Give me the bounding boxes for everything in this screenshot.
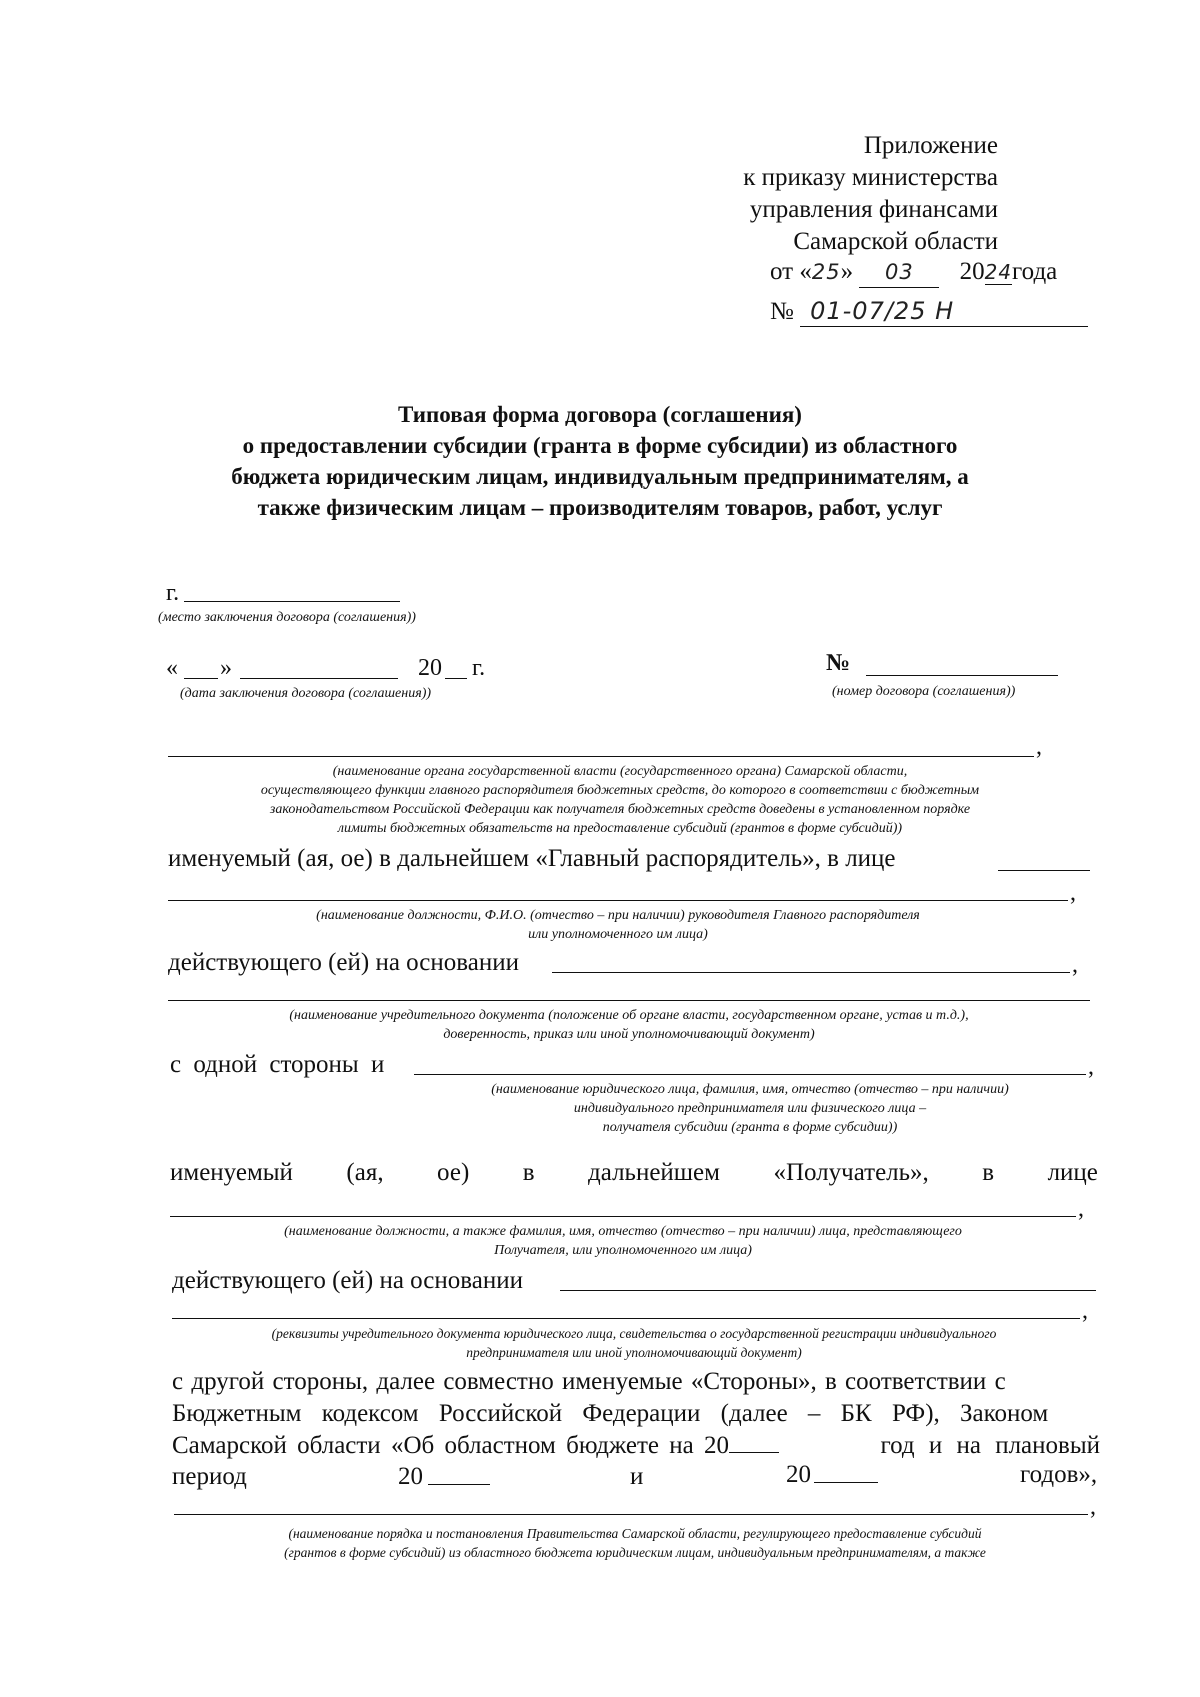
date-note: (дата заключения договора (соглашения)) <box>180 686 432 701</box>
reg-comma: , <box>1082 1298 1088 1324</box>
founding-note <box>168 1006 1090 1044</box>
recipient-note-1: (наименование юридического лица, фамилия, имя, отчество (отчество – при наличии) <box>491 1082 1009 1097</box>
contract-number-sign: № <box>826 650 851 676</box>
named-main: именуемый (ая, ое) в дальнейшем «Главный распорядитель», в лице <box>168 845 896 872</box>
appendix-order-ref: к приказу министерства <box>743 164 998 191</box>
acting-main-comma: , <box>1072 952 1078 978</box>
date-year-prefix: 20 <box>959 258 985 285</box>
main-rep-field-2 <box>168 900 1068 901</box>
founding-note-1: (наименование учредительного документа (положение об органе власти, государственном органе, устав и т.д.), <box>289 1008 969 1023</box>
recipient-comma: , <box>1088 1054 1094 1080</box>
date-open-quote: « <box>166 655 178 681</box>
main-rep-field-1 <box>998 870 1090 871</box>
date-day: 25 <box>811 260 841 284</box>
number-sign: № <box>770 298 794 325</box>
procedure-note-1: (наименование порядка и постановления Правительства Самарской области, регулирующего предоставление субсидий <box>288 1526 982 1541</box>
appendix-ministry: управления финансами <box>749 196 998 223</box>
place-field <box>184 601 400 602</box>
date-close-quote: » <box>220 655 232 681</box>
recipient-field <box>414 1074 1086 1075</box>
appendix-region: Самарской области <box>793 228 998 255</box>
period-and: и <box>630 1463 644 1490</box>
rep-note-2: Получателя, или уполномоченного им лица) <box>494 1243 752 1258</box>
founding-note-2: доверенность, приказ или иной уполномочивающий документ) <box>443 1027 815 1042</box>
procedure-comma: , <box>1090 1494 1096 1520</box>
reg-note <box>172 1324 1096 1362</box>
main-rep-comma: , <box>1070 880 1076 906</box>
recipient-note <box>414 1080 1086 1137</box>
paragraph <box>172 1366 1100 1462</box>
title-line-4: также физическим лицам – производителям товаров, работ, услуг <box>257 495 943 520</box>
appendix-date <box>770 257 1090 291</box>
founding-field <box>168 1000 1090 1001</box>
date-mid: » <box>840 258 854 285</box>
organ-note <box>140 762 1100 838</box>
number-value: 01-07/25 Н <box>800 296 1088 327</box>
procedure-field <box>174 1514 1088 1515</box>
date-prefix: от « <box>770 258 812 285</box>
period-year-1: 20 <box>398 1463 423 1490</box>
procedure-note <box>174 1524 1096 1562</box>
period-year-1-field <box>428 1484 490 1485</box>
one-side: с одной стороны и <box>170 1051 385 1078</box>
date-month: 03 <box>859 257 939 288</box>
appendix-block <box>743 130 998 258</box>
organ-note-4: лимиты бюджетных обязательств на предоставление субсидий (грантов в форме субсидий)) <box>337 821 903 836</box>
para-line-3-b: год и на плановый <box>880 1432 1100 1459</box>
rep-note <box>170 1222 1076 1260</box>
date-year: 24 <box>984 260 1013 284</box>
title-line-3: бюджета юридическим лицам, индивидуальным предпринимателям, а <box>231 464 969 489</box>
date-year-suffix: г. <box>472 655 486 681</box>
para-line-1-text: с другой стороны, далее совместно именуемые «Стороны», в соответствии с <box>172 1368 1006 1395</box>
title-line-2: о предоставлении субсидии (гранта в форме субсидии) из областного <box>242 433 958 458</box>
period-label: период <box>172 1463 247 1490</box>
acting-main: действующего (ей) на основании <box>168 949 519 976</box>
organ-note-2: осуществляющего функции главного распорядителя бюджетных средств, до которого в соответствии с бюджетным <box>260 783 980 798</box>
place-note: (место заключения договора (соглашения)) <box>158 610 416 625</box>
para-line-3-a-text: Самарской области «Об областном бюджете на 20 <box>172 1432 730 1459</box>
recipient-rep-field <box>170 1216 1076 1217</box>
organ-comma: , <box>1036 734 1042 760</box>
acting-main-field <box>552 972 1070 973</box>
date-month-field <box>240 678 398 679</box>
rep-note-1: (наименование должности, а также фамилия, имя, отчество (отчество – при наличии) лица, представляющего <box>284 1224 962 1239</box>
para-line-2: Бюджетным кодексом Российской Федерации (далее – БК РФ), Законом <box>172 1400 1049 1427</box>
procedure-note-2: (грантов в форме субсидий) из областного бюджета юридическим лицам, индивидуальным предпринимателям, а также <box>284 1545 986 1560</box>
named-recipient-word-1: именуемый <box>170 1159 293 1186</box>
named-recipient-word-2: (ая, <box>346 1159 384 1186</box>
period-year-2-field <box>814 1482 878 1483</box>
reg-field <box>172 1318 1080 1319</box>
recipient-rep-comma: , <box>1078 1196 1084 1222</box>
named-recipient-word-4: в <box>522 1159 535 1186</box>
para-line-3 <box>172 1430 1100 1462</box>
period-years-end: годов», <box>1020 1461 1098 1488</box>
appendix-label: Приложение <box>863 132 998 159</box>
title-line-1: Типовая форма договора (соглашения) <box>398 402 802 427</box>
period-year-2: 20 <box>786 1461 811 1488</box>
named-recipient-word-6: «Получатель», <box>773 1159 929 1186</box>
date-day-field <box>184 678 218 679</box>
reg-note-1: (реквизиты учредительного документа юридического лица, свидетельства о государственной регистрации индивидуального <box>271 1326 997 1341</box>
head-note <box>168 906 1068 944</box>
named-recipient-word-5: дальнейшем <box>588 1159 720 1186</box>
contract-number-note: (номер договора (соглашения)) <box>832 684 1016 699</box>
acting-recipient: действующего (ей) на основании <box>172 1267 523 1294</box>
reg-note-2: предпринимателя или иной уполномочивающий документ) <box>466 1345 802 1360</box>
recipient-note-3: получателя субсидии (гранта в форме субсидии)) <box>602 1120 898 1135</box>
head-note-2: или уполномоченного им лица) <box>528 927 708 942</box>
para-line-3-a <box>172 1430 779 1462</box>
recipient-note-2: индивидуального предпринимателя или физического лица – <box>573 1101 927 1116</box>
acting-recipient-field <box>560 1290 1096 1291</box>
organ-field <box>168 756 1034 757</box>
named-recipient <box>170 1158 1098 1188</box>
named-recipient-word-3: ое) <box>437 1159 470 1186</box>
head-note-1: (наименование должности, Ф.И.О. (отчество – при наличии) руководителя Главного распорядителя <box>316 908 920 923</box>
para-line-1 <box>172 1366 1100 1398</box>
named-recipient-word-7: в <box>982 1159 995 1186</box>
budget-year-field <box>729 1432 779 1453</box>
date-year-prefix: 20 <box>418 655 442 681</box>
date-year-field <box>445 678 467 679</box>
named-recipient-word-8: лице <box>1047 1159 1098 1186</box>
date-year-suffix: года <box>1012 258 1058 285</box>
organ-note-3: законодательством Российской Федерации как получателя бюджетных средств доведены в установленном порядке <box>269 802 971 817</box>
document-title <box>150 399 1050 523</box>
place-prefix: г. <box>166 580 180 606</box>
organ-note-1: (наименование органа государственной власти (государственного органа) Самарской области, <box>332 764 908 779</box>
appendix-number <box>770 296 1100 330</box>
contract-number-field <box>866 675 1058 676</box>
